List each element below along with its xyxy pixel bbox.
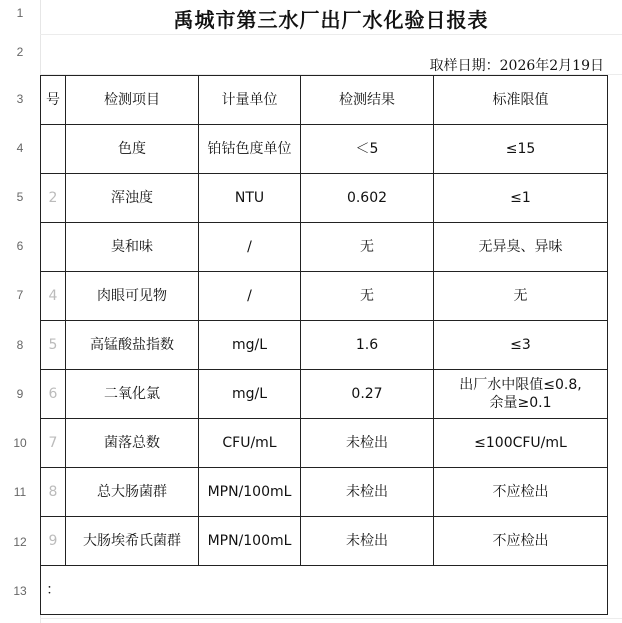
table-row: [41, 419, 608, 468]
item-cell[interactable]: 二氧化氯: [66, 370, 199, 419]
table-row: [41, 223, 608, 272]
row-number[interactable]: 2: [16, 45, 24, 59]
index-cell[interactable]: 6: [41, 370, 66, 419]
table-header-row: [41, 76, 608, 125]
limit-cell[interactable]: [434, 370, 608, 419]
limit-cell[interactable]: 不应检出: [434, 517, 608, 566]
row-number[interactable]: 3: [16, 92, 24, 106]
result-cell[interactable]: 未检出: [301, 517, 434, 566]
index-cell[interactable]: 8: [41, 468, 66, 517]
limit-line: 余量≥0.1: [489, 395, 552, 411]
index-cell[interactable]: 4: [41, 272, 66, 321]
table-row: [41, 272, 608, 321]
limit-cell[interactable]: ≤15: [434, 125, 608, 174]
unit-cell[interactable]: /: [199, 223, 301, 272]
header-result-cell[interactable]: 检测结果: [301, 76, 434, 125]
result-cell[interactable]: 0.602: [301, 174, 434, 223]
report-table: [40, 75, 608, 615]
table-row: [41, 370, 608, 419]
unit-cell[interactable]: 铂钴色度单位: [199, 125, 301, 174]
result-cell[interactable]: 无: [301, 223, 434, 272]
unit-cell[interactable]: mg/L: [199, 370, 301, 419]
result-cell[interactable]: 未检出: [301, 468, 434, 517]
row-number[interactable]: 4: [16, 141, 24, 155]
result-cell[interactable]: ＜5: [301, 125, 434, 174]
item-cell[interactable]: 浑浊度: [66, 174, 199, 223]
row-number[interactable]: 5: [16, 190, 24, 204]
item-cell[interactable]: 高锰酸盐指数: [66, 321, 199, 370]
item-cell[interactable]: 总大肠菌群: [66, 468, 199, 517]
index-cell[interactable]: 9: [41, 517, 66, 566]
table-row: [41, 517, 608, 566]
grid-line: [40, 618, 622, 619]
header-index-cell[interactable]: 号: [41, 76, 66, 125]
item-cell[interactable]: 大肠埃希氏菌群: [66, 517, 199, 566]
unit-cell[interactable]: mg/L: [199, 321, 301, 370]
item-cell[interactable]: 菌落总数: [66, 419, 199, 468]
row-number[interactable]: 10: [13, 436, 27, 450]
unit-cell[interactable]: CFU/mL: [199, 419, 301, 468]
table-row: [41, 125, 608, 174]
table-footer-row: [41, 566, 608, 615]
result-cell[interactable]: 0.27: [301, 370, 434, 419]
grid-line: [40, 34, 622, 35]
result-cell[interactable]: 1.6: [301, 321, 434, 370]
result-cell[interactable]: 未检出: [301, 419, 434, 468]
limit-cell[interactable]: 不应检出: [434, 468, 608, 517]
row-number[interactable]: 12: [13, 535, 27, 549]
footer-merged-cell[interactable]: [66, 566, 608, 615]
header-item-cell[interactable]: 检测项目: [66, 76, 199, 125]
index-cell[interactable]: [41, 223, 66, 272]
limit-cell[interactable]: 无: [434, 272, 608, 321]
unit-cell[interactable]: MPN/100mL: [199, 517, 301, 566]
result-cell[interactable]: 无: [301, 272, 434, 321]
limit-line: 出厂水中限值≤0.8,: [459, 377, 582, 393]
item-cell[interactable]: 肉眼可见物: [66, 272, 199, 321]
row-number[interactable]: 11: [13, 485, 27, 499]
unit-cell[interactable]: MPN/100mL: [199, 468, 301, 517]
row-number[interactable]: 9: [16, 387, 24, 401]
row-number[interactable]: 1: [16, 6, 24, 20]
report-title[interactable]: 禹城市第三水厂出厂水化验日报表: [173, 8, 489, 32]
limit-cell[interactable]: 无异臭、异味: [434, 223, 608, 272]
limit-cell[interactable]: ≤3: [434, 321, 608, 370]
table-row: [41, 321, 608, 370]
index-cell[interactable]: 2: [41, 174, 66, 223]
row-number[interactable]: 13: [13, 584, 27, 598]
index-cell[interactable]: 7: [41, 419, 66, 468]
item-cell[interactable]: 色度: [66, 125, 199, 174]
header-unit-cell[interactable]: 计量单位: [199, 76, 301, 125]
sample-date[interactable]: 取样日期：2026年2月19日: [429, 58, 604, 74]
footer-index-cell[interactable]: ：: [41, 566, 66, 615]
unit-cell[interactable]: NTU: [199, 174, 301, 223]
table-row: [41, 468, 608, 517]
index-cell[interactable]: 5: [41, 321, 66, 370]
row-number[interactable]: 6: [16, 239, 24, 253]
row-number[interactable]: 7: [16, 288, 24, 302]
item-cell[interactable]: 臭和味: [66, 223, 199, 272]
table-row: [41, 174, 608, 223]
row-number[interactable]: 8: [16, 338, 24, 352]
header-limit-cell[interactable]: 标准限值: [434, 76, 608, 125]
limit-cell[interactable]: ≤1: [434, 174, 608, 223]
index-cell[interactable]: [41, 125, 66, 174]
limit-cell[interactable]: ≤100CFU/mL: [434, 419, 608, 468]
unit-cell[interactable]: /: [199, 272, 301, 321]
